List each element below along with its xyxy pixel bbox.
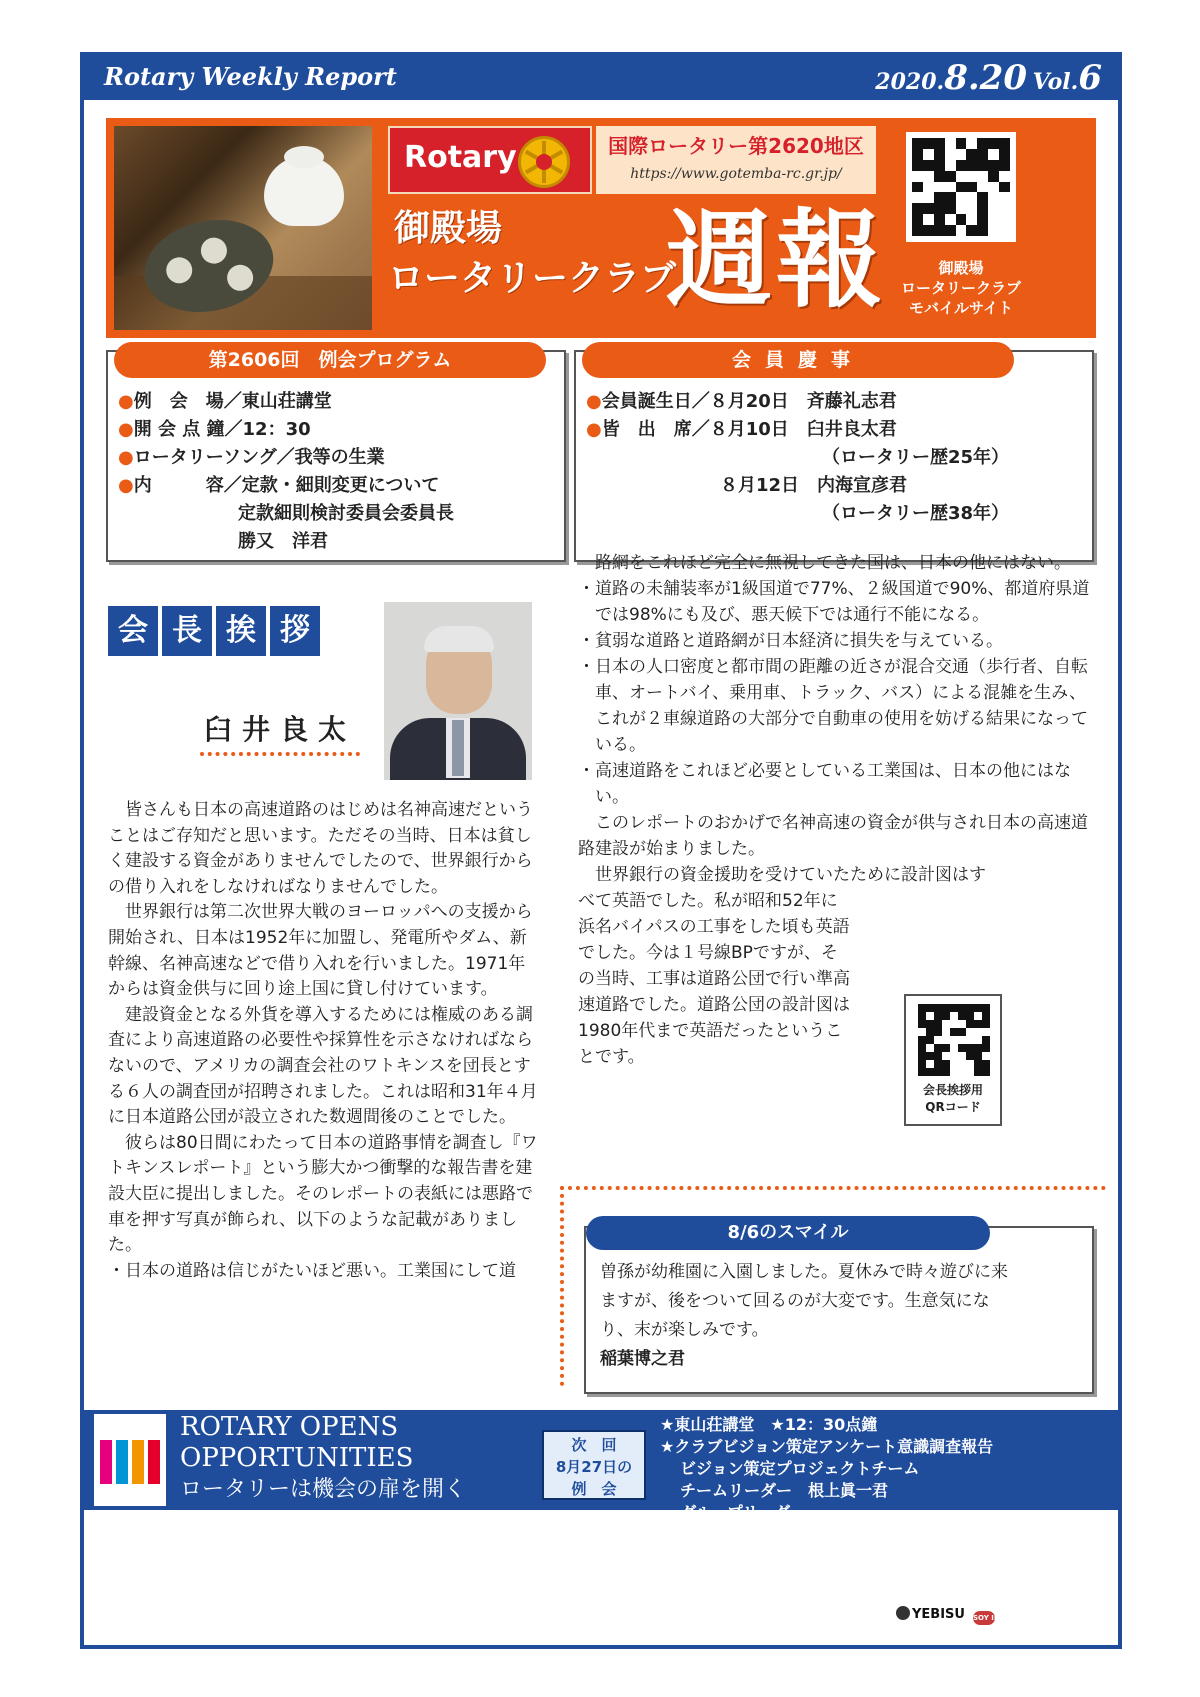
header-bar xyxy=(84,56,1118,100)
program-song: ●ロータリーソング／我等の生業 xyxy=(118,447,385,468)
masthead-photo xyxy=(114,126,372,330)
club-url-link[interactable]: https://www.gotemba-rc.gr.jp/ xyxy=(630,166,842,182)
program-start: ●開 会 点 鐘／12：30 xyxy=(118,419,311,440)
event-attendance-2: ８月12日 内海宣彦君 xyxy=(720,475,908,496)
smile-box xyxy=(584,1222,1094,1394)
newsletter-frame xyxy=(80,52,1122,1649)
greeting-qr-code[interactable]: 会長挨拶用 QRコード xyxy=(904,994,1002,1126)
newsletter-title: Rotary Weekly Report xyxy=(104,62,397,91)
smile-title: 8/6のスマイル xyxy=(586,1216,990,1250)
president-greeting-heading: 会 長 挨 拶 xyxy=(108,606,320,656)
qr-code-icon[interactable] xyxy=(918,1004,990,1076)
footer-bar xyxy=(84,1410,1118,1522)
smile-text: 曽孫が幼稚園に入園しました。夏休みで時々遊びに来ますが、後をついて回るのが大変です。生意気になり、末が楽しみです。 xyxy=(600,1262,1008,1340)
event-birthday: ●会員誕生日／８月20日 斉藤礼志君 xyxy=(586,391,897,412)
rotary-wheel-icon xyxy=(518,136,570,188)
doors-logo-icon xyxy=(94,1414,166,1506)
divider xyxy=(560,1186,1106,1190)
shuho-title: 週報 xyxy=(666,199,886,322)
printer-credit: YEBISU SOY INK xyxy=(896,1606,995,1625)
rotary-logo: Rotary xyxy=(388,126,592,194)
divider xyxy=(200,752,360,756)
district-box: 国際ロータリー第2620地区 https://www.gotemba-rc.gr.jp/ xyxy=(596,126,876,194)
divider xyxy=(560,1186,564,1386)
article-right-column: 路網をこれほど完全に無視してきた国は、日本の他にはない。 ・道路の未舗装率が1級国道で77%、２級国道で90%、都道府県道では98%にも及び、悪天候下では通行不能になる。 ・貧弱な道路と道路網が日本経済に損失を与えている。 ・日本の人口密度と都市間の距離の近さが混合交通（歩行者、自転車、オートバイ、乗用車、トラック、バス）による混雑を生み、これが２車線道路の大部分で自動車の使用を妨げる結果になっている。 ・高速道路をこれほど必要としている工業国は、日本の他にはない。 このレポートのおかげで名神高速の資金が供与され日本の高速道路建設が始まりました。 世界銀行の資金援助を受けていたために設計図はす べて英語でした。私が昭和52年に 浜名バイパスの工事をした頃も英語 でした。今は１号線BPですが、そ の当時、工事は道路公団で行い準高 速道路でした。道路公団の設計図は 1980年代まで英語だったというこ とです。 xyxy=(578,553,1090,1067)
article-left-column: 皆さんも日本の高速道路のはじめは名神高速だということはご存知だと思います。ただその当時、日本は貧しく建設する資金がありませんでしたので、世界銀行からの借り入れをしなければなりませんでした。 世界銀行は第二次世界大戦のヨーロッパへの支援から開始され、日本は1952年に加盟し、発電所やダム、新幹線、名神高速などで借り入れを行いました。1971年からは資金供与に回り途上国に貸し付けています。 建設資金となる外貨を導入するためには権威のある調査により高速道路の必要性や採算性を示さなければならないので、アメリカの調査会社のワトキンスを団長とする６人の調査団が招聘されました。これは昭和31年４月に日本道路公団が設立された数週間後のことでした。 彼らは80日間にわたって日本の道路事情を調査し『ワトキンスレポート』という膨大かつ衝撃的な報告書を建設大臣に提出しました。そのレポートの表紙には悪路で車を押す写真が飾られ、以下のような記載がありました。 ・日本の道路は信じがたいほど悪い。工業国にして道 xyxy=(108,800,538,1281)
club-name: 御殿場 ロータリークラブ xyxy=(388,208,677,299)
program-title: 第2606回 例会プログラム xyxy=(114,342,546,378)
mobile-site-qr-icon[interactable] xyxy=(906,132,1016,242)
soy-ink-icon: SOY INK xyxy=(973,1611,995,1625)
mobile-site-label: 御殿場 ロータリークラブ モバイルサイト xyxy=(900,259,1021,317)
program-content-2: 定款細則検討委員会委員長 xyxy=(238,503,454,524)
masthead xyxy=(106,118,1096,338)
program-speaker: 勝又 洋君 xyxy=(238,531,328,552)
president-portrait xyxy=(384,602,532,780)
smile-author: 稲葉博之君 xyxy=(600,1349,685,1369)
program-box xyxy=(106,350,566,562)
issue-info: 2020.8.20 Vol.6 xyxy=(875,58,1102,98)
event-attendance-2-note: （ロータリー歴38年） xyxy=(822,503,1010,524)
rotary-slogan: ROTARY OPENS OPPORTUNITIES ロータリーは機会の扉を開く xyxy=(180,1412,467,1502)
next-meeting-badge: 次 回 8月27日の 例 会 xyxy=(542,1430,646,1500)
program-content: ●内 容／定款・細則変更について xyxy=(118,475,440,496)
next-meeting-info: ★東山荘講堂 ★12：30点鐘 ★クラブビジョン策定アンケート意識調査報告 ビジョン策定プロジェクトチーム チームリーダー 根上眞一君 グループリーダー xyxy=(660,1415,994,1522)
member-events-title: 会員慶事 xyxy=(582,342,1014,378)
printer-logo-icon xyxy=(896,1606,910,1620)
president-name: 臼井良太 xyxy=(204,713,357,746)
member-events-box xyxy=(574,350,1094,562)
event-attendance-note: （ロータリー歴25年） xyxy=(822,447,1010,468)
event-attendance: ●皆 出 席／８月10日 臼井良太君 xyxy=(586,419,897,440)
program-venue: ●例 会 場／東山荘講堂 xyxy=(118,391,332,412)
